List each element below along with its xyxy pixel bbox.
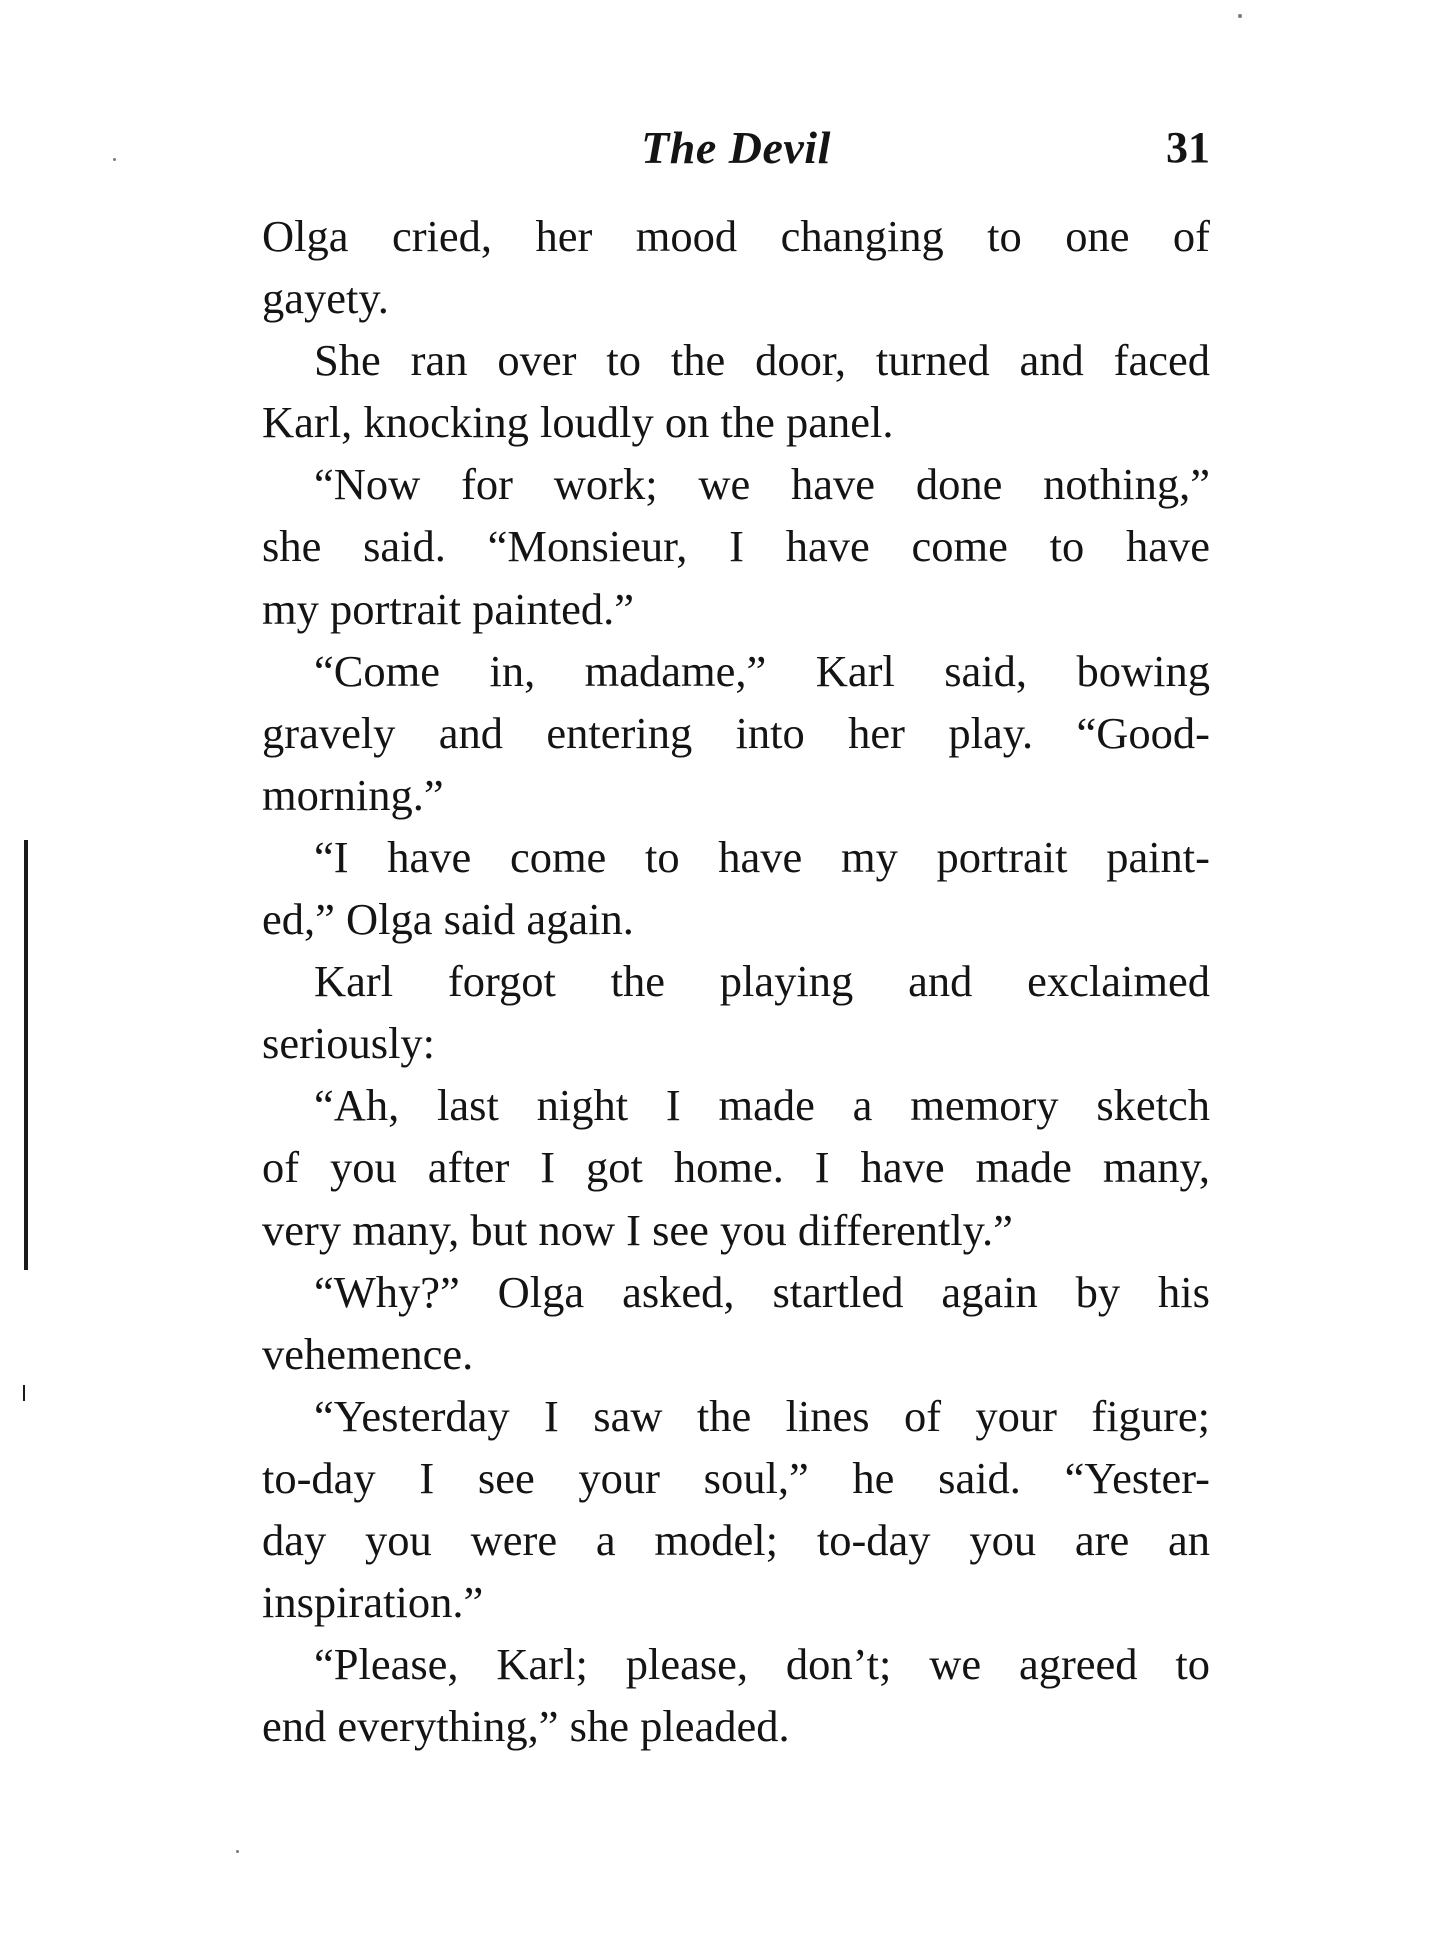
scan-edge-mark bbox=[23, 1385, 25, 1401]
text-line: my portrait painted.” bbox=[262, 583, 634, 634]
text-line: “Please, Karl; please, don’t; we agreed to bbox=[314, 1639, 1210, 1690]
scan-edge-mark bbox=[24, 840, 28, 1270]
text-line: Olga cried, her mood changing to one of bbox=[262, 211, 1210, 261]
running-head bbox=[262, 118, 1210, 178]
text-line: Karl forgot the playing and exclaimed bbox=[314, 956, 1210, 1007]
scan-speck bbox=[236, 1850, 239, 1853]
scan-speck bbox=[113, 158, 116, 161]
text-line: morning.” bbox=[262, 769, 444, 820]
scan-speck bbox=[1238, 14, 1242, 18]
text-line: she said. “Monsieur, I have come to have bbox=[262, 521, 1210, 572]
text-line: “Come in, madame,” Karl said, bowing bbox=[314, 645, 1210, 696]
text-line: vehemence. bbox=[262, 1328, 474, 1379]
text-line: end everything,” she pleaded. bbox=[262, 1701, 790, 1752]
text-line: “Ah, last night I made a memory sketch bbox=[314, 1080, 1210, 1131]
page-number: 31 bbox=[1166, 123, 1210, 172]
text-line: “Now for work; we have done nothing,” bbox=[314, 459, 1210, 510]
text-line: gayety. bbox=[262, 273, 389, 324]
text-line: of you after I got home. I have made many, bbox=[262, 1142, 1210, 1193]
text-line: very many, but now I see you differently.” bbox=[262, 1204, 1013, 1255]
text-line: “Why?” Olga asked, startled again by his bbox=[314, 1266, 1210, 1317]
text-line: seriously: bbox=[262, 1018, 436, 1069]
text-line: inspiration.” bbox=[262, 1577, 484, 1628]
text-line: She ran over to the door, turned and faced bbox=[314, 335, 1210, 386]
body-text bbox=[262, 205, 1210, 1757]
text-line: gravely and entering into her play. “Good- bbox=[262, 707, 1210, 758]
text-line: “Yesterday I saw the lines of your figure; bbox=[314, 1390, 1210, 1441]
text-line: Karl, knocking loudly on the panel. bbox=[262, 397, 894, 448]
running-title: The Devil bbox=[641, 122, 831, 173]
text-line: “I have come to have my portrait paint- bbox=[314, 831, 1210, 882]
text-line: day you were a model; to-day you are an bbox=[262, 1514, 1210, 1565]
text-line: to-day I see your soul,” he said. “Yester- bbox=[262, 1452, 1210, 1503]
text-line: ed,” Olga said again. bbox=[262, 894, 634, 945]
